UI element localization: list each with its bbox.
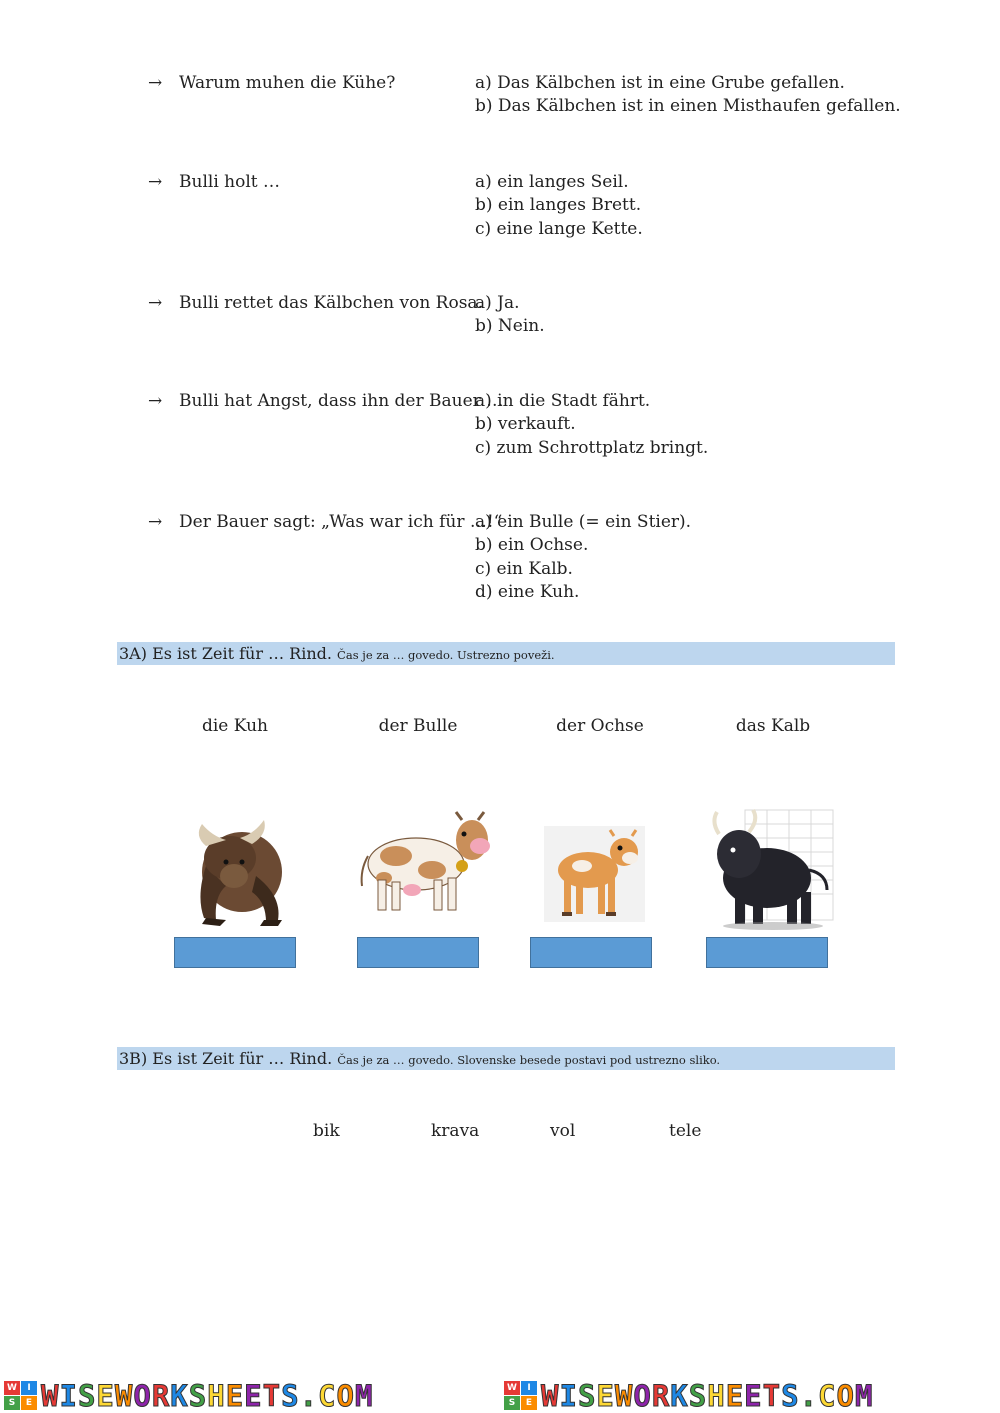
arrow-icon: →: [148, 73, 163, 93]
question-text: Bulli holt …: [179, 172, 281, 192]
word-vol[interactable]: vol: [550, 1121, 576, 1141]
bull-image: [709, 808, 835, 933]
option[interactable]: c) ein Kalb.: [475, 558, 573, 579]
logo-letter: E: [21, 1396, 37, 1410]
question-5: [148, 511, 502, 534]
section-3a-title: 3A) Es ist Zeit für … Rind.: [119, 644, 332, 663]
question-text: Warum muhen die Kühe?: [179, 73, 396, 93]
question-text: Bulli rettet das Kälbchen von Rosa.: [179, 293, 483, 313]
arrow-icon: →: [148, 172, 163, 192]
question-2-options: [475, 171, 643, 241]
option[interactable]: b) verkauft.: [475, 414, 576, 435]
option[interactable]: b) Nein.: [475, 316, 545, 337]
option[interactable]: a) in die Stadt fährt.: [475, 391, 651, 411]
section-3b-title: 3B) Es ist Zeit für … Rind.: [119, 1049, 333, 1068]
section-3b-instruction: Čas je za … govedo. Slovenske besede postavi pod ustrezno sliko.: [337, 1053, 721, 1067]
logo-letter: I: [521, 1381, 537, 1395]
question-5-options: [475, 511, 691, 604]
section-3a-header: [117, 642, 895, 665]
question-3: [148, 292, 483, 315]
logo-letter: W: [4, 1381, 20, 1395]
word-der-bulle[interactable]: der Bulle: [378, 716, 458, 736]
option[interactable]: b) Das Kälbchen ist in einen Misthaufen gefallen.: [475, 96, 901, 117]
answer-box-1[interactable]: [174, 937, 296, 968]
question-4-options: [475, 390, 708, 460]
word-die-kuh[interactable]: die Kuh: [201, 716, 268, 736]
cow-image: [356, 810, 493, 916]
answer-box-3[interactable]: [530, 937, 652, 968]
option[interactable]: a) ein Bulle (= ein Stier).: [475, 512, 692, 532]
option[interactable]: d) eine Kuh.: [475, 581, 580, 602]
option[interactable]: b) ein langes Brett.: [475, 195, 642, 216]
logo-letter: E: [521, 1396, 537, 1410]
logo-letter: W: [504, 1381, 520, 1395]
logo-letter: S: [4, 1396, 20, 1410]
option[interactable]: a) Ja.: [475, 293, 520, 313]
word-der-ochse[interactable]: der Ochse: [556, 716, 644, 736]
answer-box-2[interactable]: [357, 937, 479, 968]
footer-brand: [500, 1379, 1000, 1413]
option[interactable]: c) zum Schrottplatz bringt.: [475, 437, 709, 458]
question-2: [148, 171, 280, 194]
logo-icon: [4, 1381, 37, 1410]
answer-box-4[interactable]: [706, 937, 828, 968]
arrow-icon: →: [148, 512, 163, 532]
word-krava[interactable]: krava: [431, 1121, 480, 1141]
arrow-icon: →: [148, 293, 163, 313]
question-text: Der Bauer sagt: „Was war ich für …!“: [179, 512, 503, 532]
logo-letter: I: [21, 1381, 37, 1395]
option[interactable]: c) eine lange Kette.: [475, 218, 643, 239]
footer: [0, 1378, 1000, 1413]
word-bik[interactable]: bik: [313, 1121, 340, 1141]
logo-letter: S: [504, 1396, 520, 1410]
word-tele[interactable]: tele: [669, 1121, 702, 1141]
question-text: Bulli hat Angst, dass ihn der Bauer …: [179, 391, 504, 411]
arrow-icon: →: [148, 391, 163, 411]
word-das-kalb[interactable]: das Kalb: [735, 716, 811, 736]
section-3a-instruction: Čas je za … govedo. Ustrezno poveži.: [337, 648, 555, 662]
wordmark: WISEWORKSHEETS.COM: [541, 1378, 874, 1413]
logo-icon: [504, 1381, 537, 1410]
question-1-options: [475, 72, 901, 119]
option[interactable]: b) ein Ochse.: [475, 535, 589, 556]
question-4: [148, 390, 503, 413]
calf-image: [544, 826, 645, 922]
muskox-image: [186, 806, 288, 928]
section-3b-header: [117, 1047, 895, 1070]
footer-brand: [0, 1379, 500, 1413]
question-1: [148, 72, 395, 95]
option[interactable]: a) Das Kälbchen ist in eine Grube gefallen.: [475, 73, 845, 93]
wordmark: WISEWORKSHEETS.COM: [41, 1378, 374, 1413]
question-3-options: [475, 292, 545, 339]
option[interactable]: a) ein langes Seil.: [475, 172, 629, 192]
